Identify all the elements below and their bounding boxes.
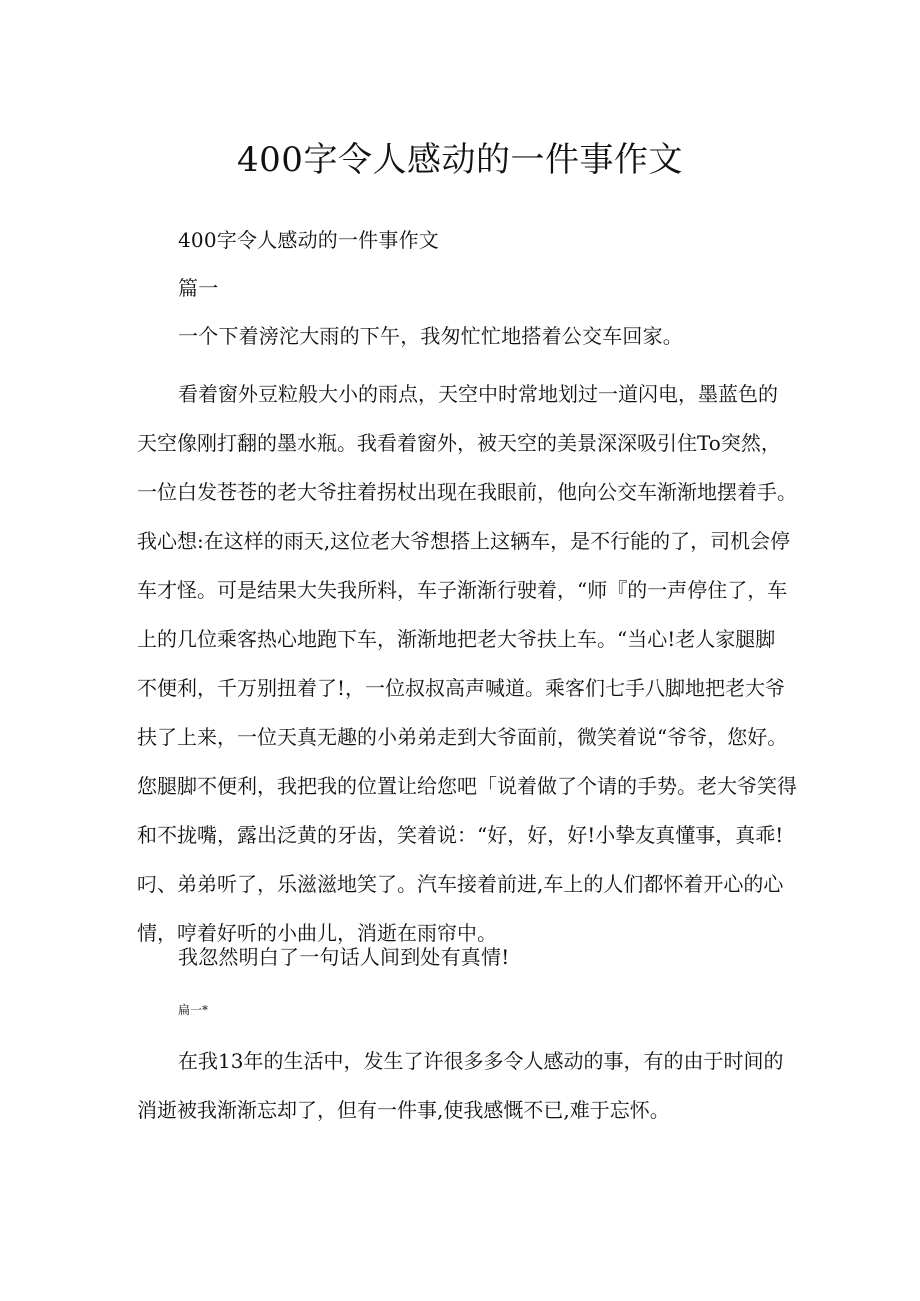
intro-paragraph: 一个下着滂沱大雨的下午，我匆忙忙地搭着公交车回家。: [178, 324, 683, 348]
paragraph-line: 上的几位乘客热心地跑下车，渐渐地把老大爷扶上车。“当心!老人家腿脚: [137, 627, 776, 651]
paragraph-line: 不便利，千万别扭着了!，一位叔叔高声喊道。乘客们七手八脚地把老大爷: [137, 676, 786, 700]
conclusion-paragraph: 我忽然明白了一句话人间到处有真情!: [178, 945, 510, 969]
paragraph-line: 天空像刚打翻的墨水瓶。我看着窗外，被天空的美景深深吸引住To突然，: [137, 431, 781, 455]
paragraph-line: 我心想:在这样的雨天,这位老大爷想搭上这辆车，是不行能的了，司机会停: [137, 529, 791, 553]
document-subtitle: 400字令人感动的一件事作文: [178, 228, 439, 252]
paragraph-line: 在我13年的生活中，发生了许很多多令人感动的事，有的由于时间的: [178, 1049, 784, 1073]
second-story-paragraph: [137, 1037, 787, 1135]
paragraph-line: 您腿脚不便利，我把我的位置让给您吧「说着做了个请的手势。老大爷笑得: [137, 774, 797, 798]
paragraph-line: 看着窗外豆粒般大小的雨点，天空中时常地划过一道闪电，墨蓝色的: [178, 382, 778, 406]
paragraph-line: 叼、弟弟听了，乐滋滋地笑了。汽车接着前进,车上的人们都怀着开心的心: [137, 872, 784, 896]
document-title: 400字令人感动的一件事作文: [237, 140, 683, 180]
paragraph-line: 车才怪。可是结果大失我所料，车子渐渐行驶着，“师『的一声停住了，车: [137, 578, 788, 602]
part-two-label: 扁一*: [178, 1003, 209, 1017]
paragraph-line: 扶了上来，一位天真无趣的小弟弟走到大爷面前，微笑着说“爷爷，您好。: [137, 725, 788, 749]
paragraph-line: 消逝被我渐渐忘却了，但有一件事,使我感慨不已,难于忘怀。: [137, 1098, 670, 1122]
paragraph-line: 情，哼着好听的小曲儿，消逝在雨帘中。: [137, 921, 497, 945]
paragraph-line: 和不拢嘴，露出泛黄的牙齿，笑着说：“好，好，好!小挚友真懂事，真乖!: [137, 823, 784, 847]
part-one-label: 篇一: [178, 276, 219, 300]
paragraph-line: 一位白发苍苍的老大爷拄着拐杖出现在我眼前，他向公交车渐渐地摆着手。: [137, 480, 797, 504]
main-story-paragraph: [137, 370, 797, 958]
